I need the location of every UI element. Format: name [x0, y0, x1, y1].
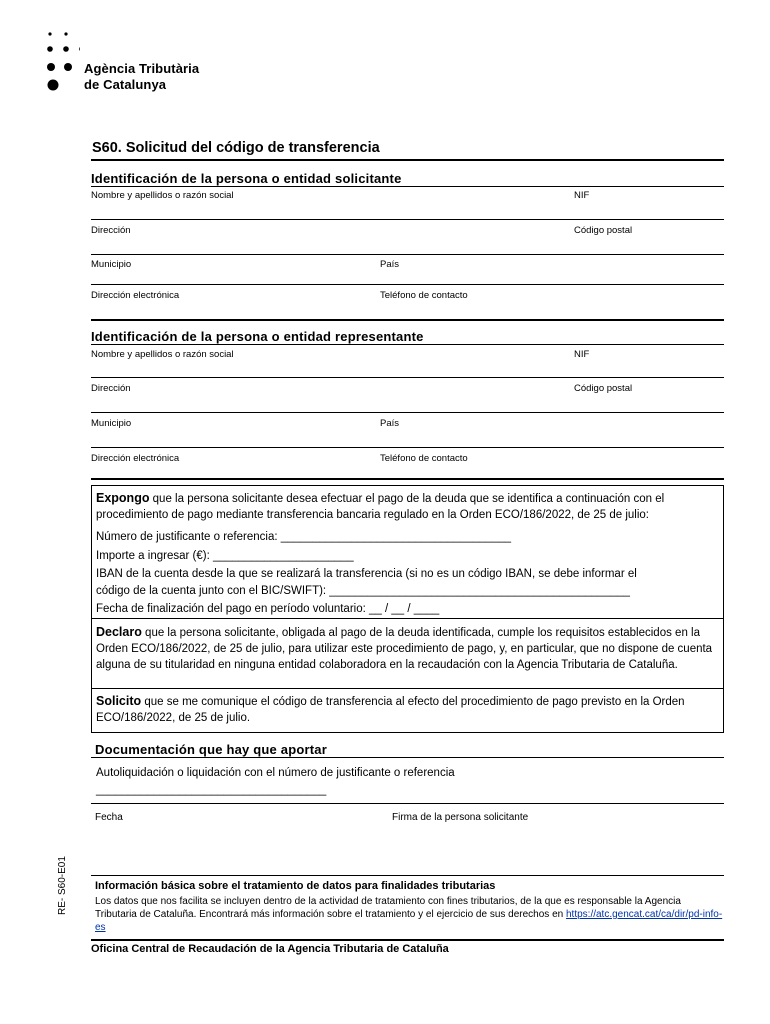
documentacion-item: Autoliquidación o liquidación con el número de justificante o referencia [96, 767, 455, 779]
documentacion-heading: Documentación que hay que aportar [95, 742, 327, 757]
solicitante-cp-label: Código postal [574, 225, 633, 236]
solicitante-pais-label: País [380, 259, 400, 270]
representante-nif-label: NIF [574, 349, 590, 360]
solicitante-email-label: Dirección electrónica [91, 290, 180, 301]
representante-heading: Identificación de la persona o entidad representante [91, 329, 424, 344]
representante-telefono-label: Teléfono de contacto [380, 453, 468, 464]
info-title: Información básica sobre el tratamiento de datos para finalidades tributarias [95, 880, 496, 892]
side-code: RE- S60-E01 [57, 856, 68, 915]
info-text [95, 895, 725, 934]
solicitante-heading: Identificación de la persona o entidad solicitante [91, 171, 402, 186]
declaro-text: que la persona solicitante, obligada al pago de la deuda identificada, cumple los requisitos establecidos en la Orden ECO/186/2022, de 25 de julio, para utilizar este procedimiento de pago, y, en particular, que no dispone de cuenta alguna de su titularidad en ninguna entidad colaboradora en la recaudación con la Agencia Tributaria de Cataluña. [96, 627, 713, 671]
solicitante-direccion-field[interactable] [91, 254, 724, 255]
logo-dots-icon [46, 28, 80, 92]
documentacion-bottom-rule [91, 803, 724, 804]
solicito-paragraph [96, 693, 718, 726]
solicitante-email-field[interactable] [91, 319, 724, 321]
expongo-keyword: Expongo [96, 491, 150, 505]
documentacion-blank[interactable]: ____________________________________ [96, 784, 327, 796]
footer-office: Oficina Central de Recaudación de la Agencia Tributaria de Cataluña [91, 943, 449, 955]
page-title: S60. Solicitud del código de transferencia [92, 140, 380, 156]
representante-direccion-field[interactable] [91, 412, 724, 413]
info-top-rule [91, 875, 724, 876]
solicitante-nombre-label: Nombre y apellidos o razón social [91, 190, 234, 201]
solicito-text: que se me comunique el código de transferencia al efecto del procedimiento de pago previsto en la Orden ECO/186/2022, de 25 de julio. [96, 696, 685, 724]
solicitante-heading-rule [91, 186, 724, 187]
representante-nombre-field[interactable] [91, 377, 724, 378]
representante-municipio-label: Municipio [91, 418, 132, 429]
representante-direccion-label: Dirección [91, 383, 131, 394]
iban-label: IBAN de la cuenta desde la que se realizará la transferencia (si no es un código IBAN, se debe informar el [96, 568, 637, 580]
representante-municipio-field[interactable] [91, 447, 724, 448]
title-rule [91, 159, 724, 161]
logo-text [84, 61, 199, 93]
importe-field[interactable]: Importe a ingresar (€): ______________________ [96, 550, 354, 562]
logo-line2: de Catalunya [84, 77, 167, 92]
representante-heading-rule [91, 344, 724, 345]
representante-pais-label: País [380, 418, 400, 429]
documentacion-heading-rule [91, 757, 724, 758]
declaro-keyword: Declaro [96, 625, 142, 639]
solicito-keyword: Solicito [96, 694, 142, 708]
expongo-paragraph [96, 490, 718, 523]
solicitante-direccion-label: Dirección [91, 225, 131, 236]
solicitante-nombre-field[interactable] [91, 219, 724, 220]
solicitante-municipio-field[interactable] [91, 284, 724, 285]
representante-cp-label: Código postal [574, 383, 633, 394]
representante-nombre-label: Nombre y apellidos o razón social [91, 349, 234, 360]
solicitante-municipio-label: Municipio [91, 259, 132, 270]
logo-line1: Agència Tributària [84, 61, 200, 76]
fecha-label: Fecha [95, 812, 123, 823]
info-body: Los datos que nos facilita se incluyen dentro de la actividad de tratamiento con fines tributarios, de la que es responsable la Agencia Tributaria de Cataluña. Encontrará más información sobre el tratamiento y el ejercicio de sus derechos en [95, 896, 681, 920]
expongo-text: que la persona solicitante desea efectuar el pago de la deuda que se identifica a continuación con el procedimiento de pago mediante transferencia bancaria regulado en la Orden ECO/186/2022, de 25 de julio: [96, 493, 665, 521]
representante-email-label: Dirección electrónica [91, 453, 180, 464]
declaro-paragraph [96, 624, 718, 686]
firma-label: Firma de la persona solicitante [392, 812, 529, 823]
info-bottom-rule [91, 939, 724, 941]
declaro-divider [91, 618, 724, 619]
solicitante-telefono-label: Teléfono de contacto [380, 290, 468, 301]
solicito-divider [91, 688, 724, 689]
fecha-pago-field[interactable]: Fecha de finalización del pago en período voluntario: __ / __ / ____ [96, 603, 440, 615]
justificante-field[interactable]: Número de justificante o referencia: ____________________________________ [96, 531, 511, 543]
solicitante-nif-label: NIF [574, 190, 590, 201]
representante-email-field[interactable] [91, 478, 724, 480]
iban-field[interactable]: código de la cuenta junto con el BIC/SWIFT): _______________________________________________ [96, 585, 630, 597]
info-link[interactable]: https://atc.gencat.cat/ca/dir/pd-info-es [95, 909, 723, 933]
